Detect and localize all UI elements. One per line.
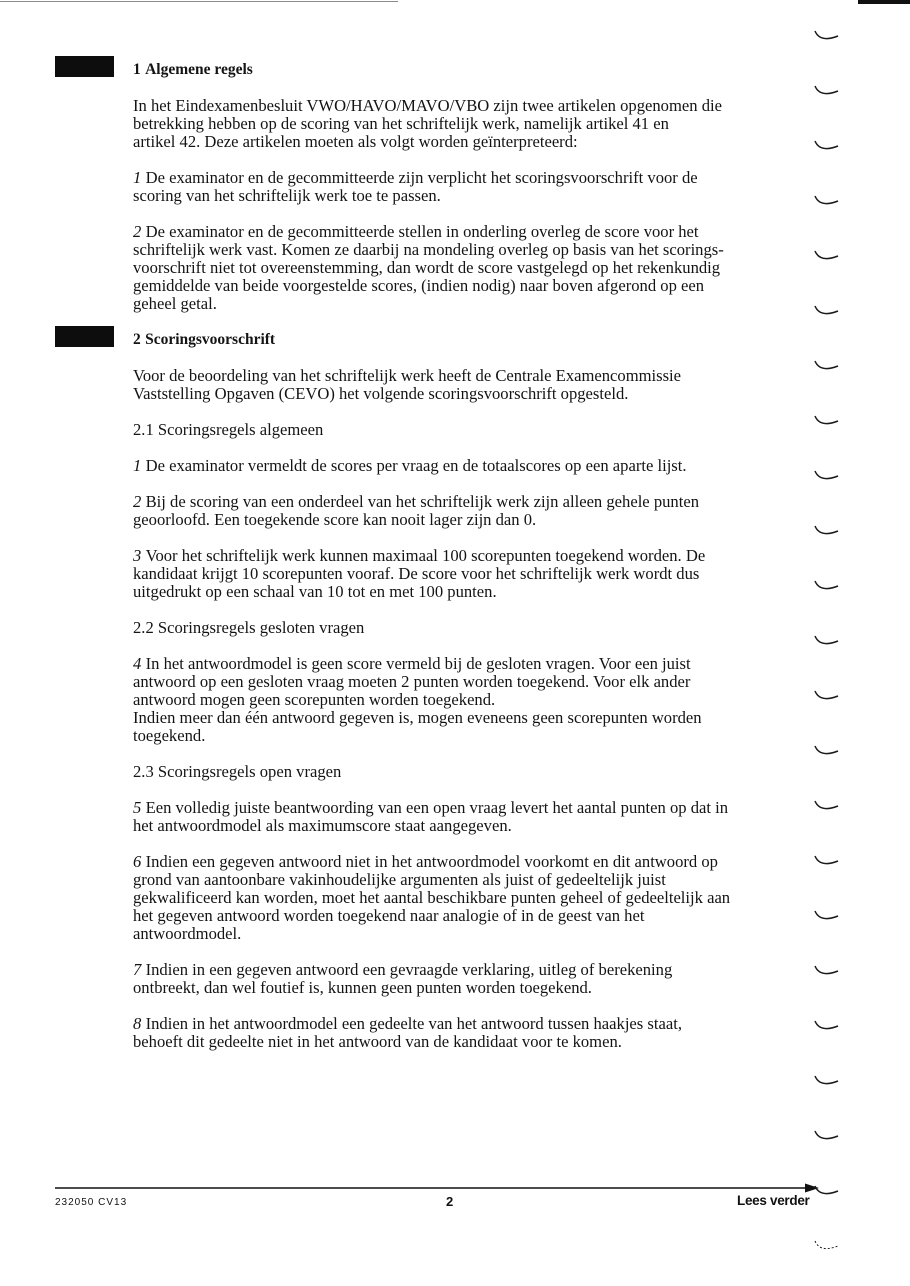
rule-text: Voor het schriftelijk werk kunnen maximaal 100 scorepunten toegekend worden. De xyxy=(145,546,706,565)
section-heading xyxy=(133,61,793,79)
rule-number: 7 xyxy=(133,960,142,979)
footer-arrow-icon xyxy=(805,1184,819,1193)
text-line: het gegeven antwoord worden toegekend naar analogie of in de geest van het xyxy=(133,906,645,925)
rule-paragraph xyxy=(133,223,793,313)
rule-text: In het antwoordmodel is geen score vermeld bij de gesloten vragen. Voor een juist xyxy=(145,654,691,673)
text-line xyxy=(133,655,793,673)
rule-text: De examinator vermeldt de scores per vraag en de totaalscores op een aparte lijst. xyxy=(145,456,687,475)
subsection-heading xyxy=(133,619,793,637)
text-line: behoeft dit gedeelte niet in het antwoord van de kandidaat voor te komen. xyxy=(133,1032,622,1051)
text-line: In het Eindexamenbesluit VWO/HAVO/MAVO/VBO zijn twee artikelen opgenomen die xyxy=(133,96,722,115)
text-line xyxy=(133,493,793,511)
binder-curve-mark xyxy=(815,306,838,314)
binder-curve-mark xyxy=(815,251,838,259)
binder-curve-mark xyxy=(815,471,838,479)
binder-curve-mark xyxy=(815,1076,838,1084)
binder-curve-mark xyxy=(815,856,838,864)
section-1-intro xyxy=(133,97,793,151)
rule-text: Indien een gegeven antwoord niet in het antwoordmodel voorkomt en dit antwoord op xyxy=(145,852,718,871)
text-line: Vaststelling Opgaven (CEVO) het volgende scoringsvoorschrift opgesteld. xyxy=(133,384,629,403)
rule-text: Indien in een gegeven antwoord een gevraagde verklaring, uitleg of berekening xyxy=(145,960,673,979)
rule-paragraph xyxy=(133,961,793,997)
text-line: gemiddelde van beide voorgestelde scores, (indien nodig) naar boven afgerond op een xyxy=(133,276,705,295)
binder-curve-mark xyxy=(815,966,838,974)
binder-curve-mark xyxy=(815,581,838,589)
section-title: Scoringsvoorschrift xyxy=(145,331,276,348)
subsection-title: 2.1 Scoringsregels algemeen xyxy=(133,420,324,439)
text-line: toegekend. xyxy=(133,726,206,745)
text-line: antwoordmodel. xyxy=(133,924,242,943)
text-line: antwoord mogen geen scorepunten worden toegekend. xyxy=(133,690,496,709)
text-line: het antwoordmodel als maximumscore staat aangegeven. xyxy=(133,816,512,835)
text-line: betrekking hebben op de scoring van het schriftelijk werk, namelijk artikel 41 en xyxy=(133,114,669,133)
rule-text: Een volledig juiste beantwoording van een open vraag levert het aantal punten op dat in xyxy=(145,798,729,817)
page-number: 2 xyxy=(446,1194,454,1209)
section-2-intro xyxy=(133,367,793,403)
binder-curve-mark xyxy=(815,416,838,424)
text-line xyxy=(133,547,793,565)
binder-curve-mark xyxy=(815,911,838,919)
rule-number: 2 xyxy=(133,492,142,511)
rule-text: De examinator en de gecommitteerde zijn verplicht het scoringsvoorschrift voor de xyxy=(145,168,698,187)
rule-number: 5 xyxy=(133,798,142,817)
rule-paragraph xyxy=(133,457,793,475)
rule-paragraph xyxy=(133,547,793,601)
binder-curve-mark xyxy=(815,801,838,809)
rule-text: Indien in het antwoordmodel een gedeelte van het antwoord tussen haakjes staat, xyxy=(145,1014,682,1033)
binder-curve-mark xyxy=(815,746,838,754)
section-title: Algemene regels xyxy=(145,61,253,78)
binder-curve-mark xyxy=(815,31,838,39)
binder-curve-mark xyxy=(815,86,838,94)
text-line: geheel getal. xyxy=(133,294,217,313)
rule-paragraph xyxy=(133,1015,793,1051)
section-number: 1 xyxy=(133,61,141,78)
rule-paragraph xyxy=(133,493,793,529)
section-2-heading-block xyxy=(133,331,793,349)
text-line: grond van aantoonbare vakinhoudelijke argumenten als juist of gedeeltelijk juist xyxy=(133,870,666,889)
binder-curve-mark xyxy=(815,1131,838,1139)
rule-paragraph xyxy=(133,853,793,943)
text-line: schriftelijk werk vast. Komen ze daarbij na mondeling overleg op basis van het scorings- xyxy=(133,240,724,259)
text-line xyxy=(133,961,793,979)
document-code: 232050 CV13 xyxy=(55,1197,128,1208)
rule-paragraph xyxy=(133,655,793,745)
text-line: Indien meer dan één antwoord gegeven is, mogen eveneens geen scorepunten worden xyxy=(133,708,702,727)
text-line: kandidaat krijgt 10 scorepunten vooraf. De score voor het schriftelijk werk wordt dus xyxy=(133,564,700,583)
subsection-title: 2.3 Scoringsregels open vragen xyxy=(133,762,342,781)
text-line xyxy=(133,169,793,187)
text-line: uitgedrukt op een schaal van 10 tot en met 100 punten. xyxy=(133,582,497,601)
section-marker xyxy=(55,326,114,347)
subsection-title: 2.2 Scoringsregels gesloten vragen xyxy=(133,618,365,637)
text-line xyxy=(133,1015,793,1033)
text-line xyxy=(133,223,793,241)
binder-curve-mark xyxy=(815,141,838,149)
binder-curve-mark xyxy=(815,526,838,534)
document-body xyxy=(133,61,793,1069)
subsection-heading xyxy=(133,763,793,781)
text-line: antwoord op een gesloten vraag moeten 2 punten worden toegekend. Voor elk ander xyxy=(133,672,691,691)
top-right-bar xyxy=(858,0,910,4)
rule-paragraph xyxy=(133,799,793,835)
binder-curve-mark xyxy=(815,361,838,369)
binder-marks xyxy=(815,31,838,1249)
text-line: ontbreekt, dan wel foutief is, kunnen geen punten worden toegekend. xyxy=(133,978,592,997)
binder-curve-mark xyxy=(815,636,838,644)
section-heading xyxy=(133,331,793,349)
continue-label: Lees verder xyxy=(737,1193,810,1208)
text-line: geoorloofd. Een toegekende score kan nooit lager zijn dan 0. xyxy=(133,510,537,529)
binder-curve-mark xyxy=(815,1186,838,1194)
text-line xyxy=(133,799,793,817)
text-line xyxy=(133,853,793,871)
binder-curve-mark xyxy=(815,1021,838,1029)
rule-text: Bij de scoring van een onderdeel van het schriftelijk werk zijn alleen gehele punten xyxy=(145,492,699,511)
binder-curve-mark xyxy=(815,1241,838,1249)
text-line: artikel 42. Deze artikelen moeten als volgt worden geïnterpreteerd: xyxy=(133,132,578,151)
section-marker xyxy=(55,56,114,77)
rule-text: De examinator en de gecommitteerde stellen in onderling overleg de score voor het xyxy=(145,222,699,241)
rule-number: 8 xyxy=(133,1014,142,1033)
rule-number: 1 xyxy=(133,456,142,475)
text-line: Voor de beoordeling van het schriftelijk werk heeft de Centrale Examencommissie xyxy=(133,366,682,385)
text-line xyxy=(133,457,793,475)
section-1-heading-block xyxy=(133,61,793,79)
rule-number: 4 xyxy=(133,654,142,673)
rule-number: 3 xyxy=(133,546,142,565)
binder-curve-mark xyxy=(815,691,838,699)
rule-paragraph xyxy=(133,169,793,205)
text-line: scoring van het schriftelijk werk toe te passen. xyxy=(133,186,441,205)
subsection-heading xyxy=(133,421,793,439)
rule-number: 6 xyxy=(133,852,142,871)
binder-curve-mark xyxy=(815,196,838,204)
rule-number: 1 xyxy=(133,168,142,187)
section-number: 2 xyxy=(133,331,141,348)
rule-number: 2 xyxy=(133,222,142,241)
text-line: gekwalificeerd kan worden, moet het aantal beschikbare punten geheel of gedeeltelijk aan xyxy=(133,888,731,907)
text-line: voorschrift niet tot overeenstemming, dan wordt de score vastgelegd op het rekenkundig xyxy=(133,258,721,277)
